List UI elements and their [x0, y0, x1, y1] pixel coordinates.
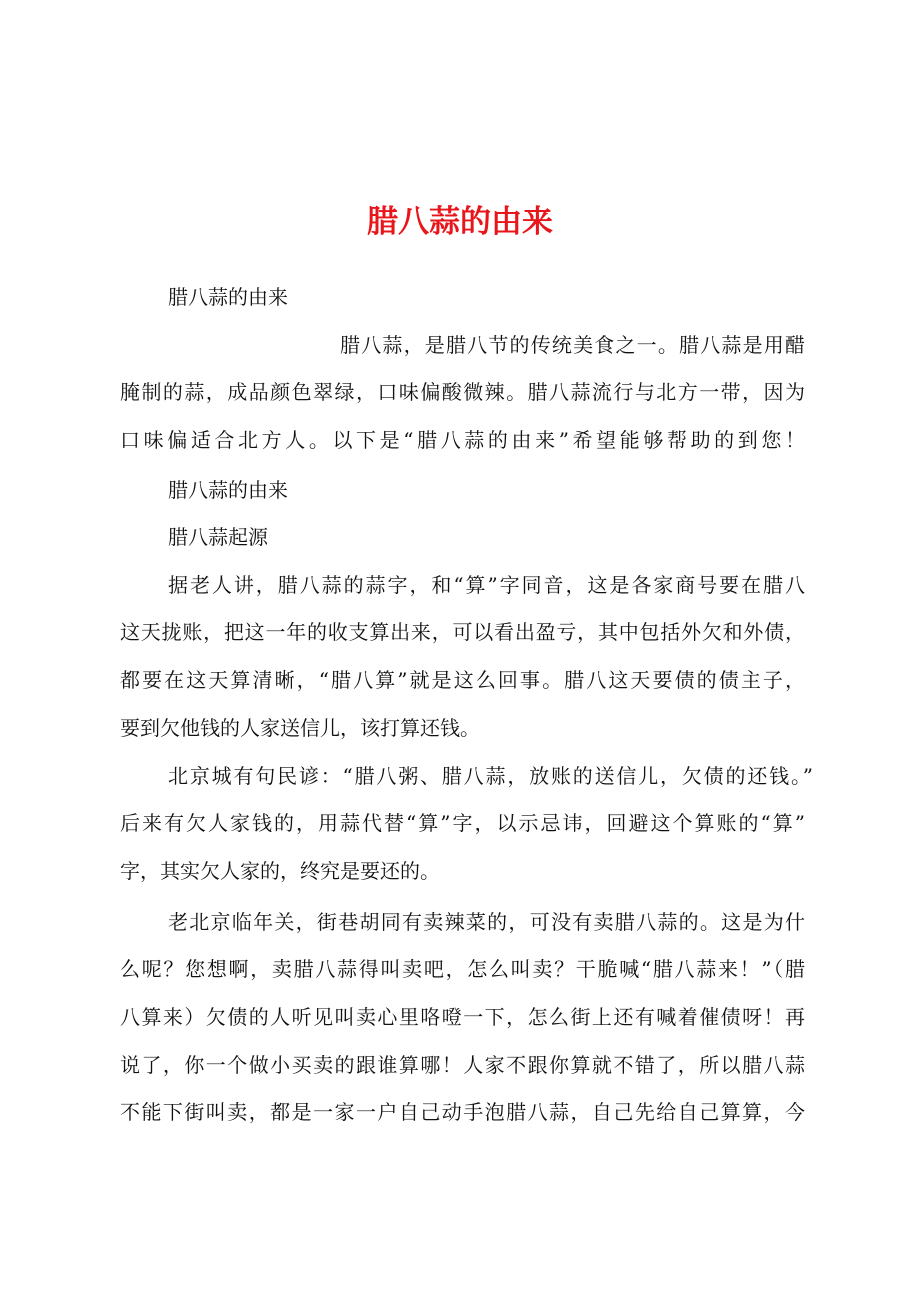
paragraph-line: 八算来）欠债的人听见叫卖心里咯噔一下，怎么街上还有喊着催债呀！再 — [120, 1005, 805, 1029]
paragraph-line: 要到欠他钱的人家送信儿，该打算还钱。 — [120, 716, 480, 740]
paragraph-line: 口味偏适合北方人。以下是“腊八蒜的由来”希望能够帮助的到您！ — [120, 428, 805, 452]
paragraph-line: 说了，你一个做小买卖的跟谁算哪！人家不跟你算就不错了，所以腊八蒜 — [120, 1053, 805, 1077]
paragraph-line: 都要在这天算清晰，“腊八算”就是这么回事。腊八这天要债的债主子， — [120, 668, 805, 692]
heading-line: 腊八蒜起源 — [168, 525, 268, 549]
heading-line: 腊八蒜的由来 — [168, 478, 288, 502]
paragraph-line: 腊八蒜，是腊八节的传统美食之一。腊八蒜是用醋 — [340, 333, 805, 357]
paragraph-line: 据老人讲，腊八蒜的蒜字，和“算”字同音，这是各家商号要在腊八 — [168, 573, 805, 597]
paragraph-line: 字，其实欠人家的，终究是要还的。 — [120, 859, 440, 883]
paragraph-line: 老北京临年关，街巷胡同有卖辣菜的，可没有卖腊八蒜的。这是为什 — [168, 910, 805, 934]
paragraph-line: 这天拢账，把这一年的收支算出来，可以看出盈亏，其中包括外欠和外债， — [120, 620, 805, 644]
paragraph-line: 么呢？您想啊，卖腊八蒜得叫卖吧，怎么叫卖？干脆喊“腊八蒜来！”（腊 — [120, 957, 805, 981]
subtitle-line: 腊八蒜的由来 — [168, 285, 288, 309]
paragraph-line: 不能下街叫卖，都是一家一户自己动手泡腊八蒜，自己先给自己算算，今 — [120, 1100, 805, 1124]
document-title: 腊八蒜的由来 — [367, 204, 553, 240]
paragraph-line: 腌制的蒜，成品颜色翠绿，口味偏酸微辣。腊八蒜流行与北方一带，因为 — [120, 380, 805, 404]
paragraph-line: 后来有欠人家钱的，用蒜代替“算”字，以示忌讳，回避这个算账的“算” — [120, 811, 805, 835]
paragraph-line: 北京城有句民谚：“腊八粥、腊八蒜，放账的送信儿，欠债的还钱。” — [168, 764, 813, 788]
